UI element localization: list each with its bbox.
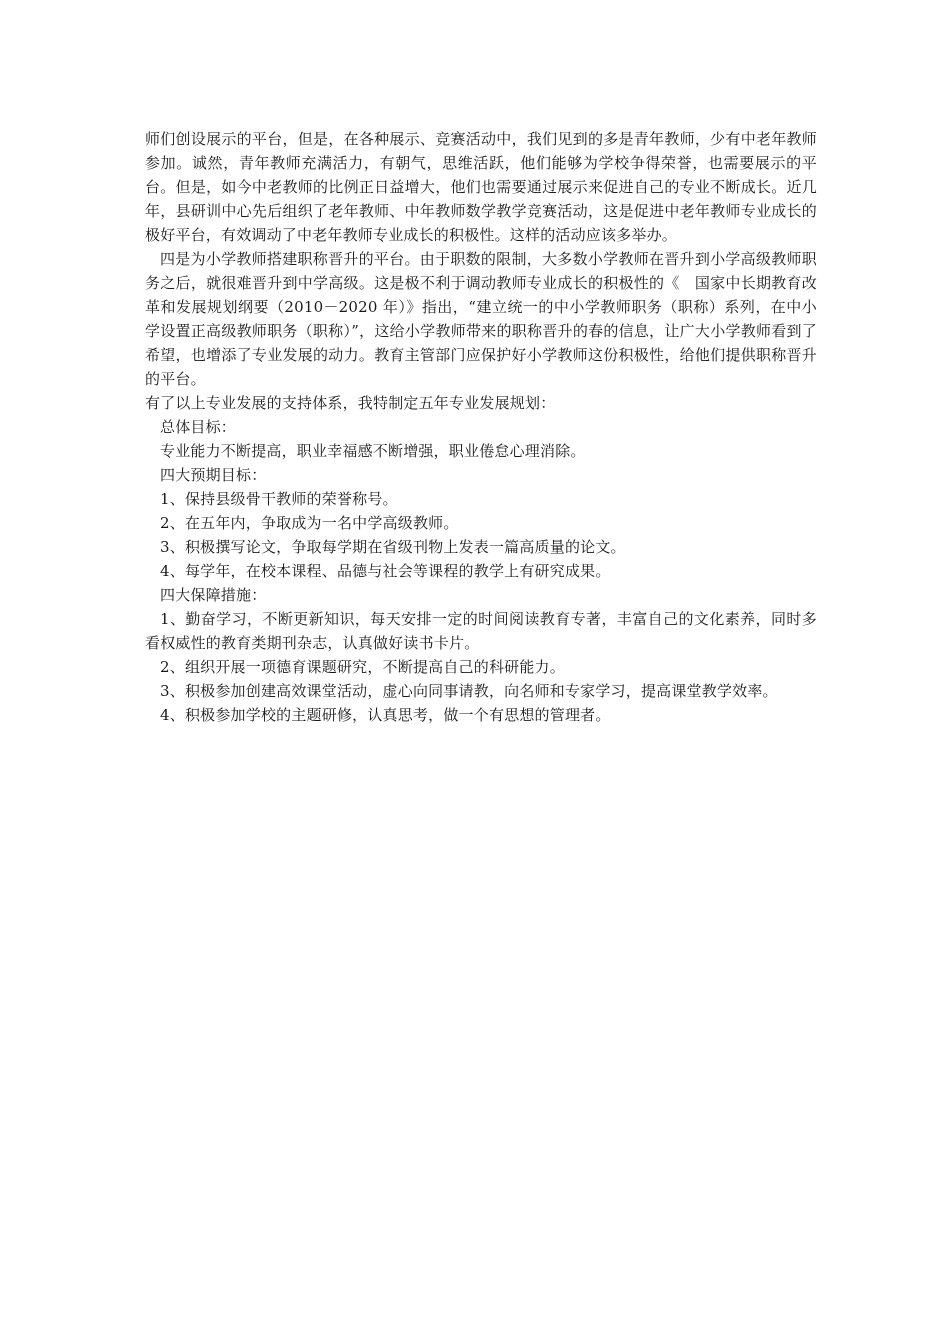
measures-heading: 四大保障措施： (160, 586, 267, 604)
paragraph-1: 师们创设展示的平台，但是，在各种展示、竞赛活动中，我们见到的多是青年教师，少有中老年教师参加。诚然，青年教师充满活力，有朝气，思维活跃，他们能够为学校争得荣誉，也需要展示的平台。但是，如今中老教师的比例正日益增大，他们也需要通过展示来促进自己的专业不断成长。近几年，县研训中心先后组织了老年教师、中年教师数学教学竞赛活动，这是促进中老年教师专业成长的极好平台，有效调动了中老年教师专业成长的积极性。这样的活动应该多举办。 (145, 130, 817, 244)
measure-item: 2、组织开展一项德育课题研究，不断提高自己的科研能力。 (160, 658, 565, 676)
overall-goal-text: 专业能力不断提高，职业幸福感不断增强，职业倦怠心理消除。 (160, 442, 586, 460)
goal-item: 2、在五年内，争取成为一名中学高级教师。 (160, 514, 459, 532)
goal-item: 1、保持县级骨干教师的荣誉称号。 (160, 490, 398, 508)
paragraph-2: 四是为小学教师搭建职称晋升的平台。由于职数的限制，大多数小学教师在晋升到小学高级教师职务之后，就很难晋升到中学高级。这是极不利于调动教师专业成长的积极性的《 国家中长期教育改革和发展规划纲要（2010－2020 年）》指出，“建立统一的中小学教师职务（职称）系列，在中小学设置正高级教师职务（职称）”，这给小学教师带来的职称晋升的春的信息，让广大小学教师看到了希望，也增添了专业发展的动力。教育主管部门应保护好小学教师这份积极性，给他们提供职称晋升的平台。 (145, 250, 817, 388)
measure-item: 1、勤奋学习，不断更新知识，每天安排一定的时间阅读教育专著，丰富自己的文化素养，同时多看权威性的教育类期刊杂志，认真做好读书卡片。 (145, 610, 817, 652)
overall-goal-heading: 总体目标： (160, 418, 237, 436)
goal-item: 4、每学年，在校本课程、品德与社会等课程的教学上有研究成果。 (160, 562, 611, 580)
measure-item: 3、积极参加创建高效课堂活动，虚心向同事请教，向名师和专家学习，提高课堂教学效率。 (160, 682, 778, 700)
document-body (145, 127, 817, 727)
goal-item: 3、积极撰写论文，争取每学期在省级刊物上发表一篇高质量的论文。 (160, 538, 626, 556)
measure-item: 4、积极参加学校的主题研修，认真思考，做一个有思想的管理者。 (160, 706, 611, 724)
goals-heading: 四大预期目标： (160, 466, 267, 484)
paragraph-3: 有了以上专业发展的支持体系，我特制定五年专业发展规划： (145, 394, 556, 412)
